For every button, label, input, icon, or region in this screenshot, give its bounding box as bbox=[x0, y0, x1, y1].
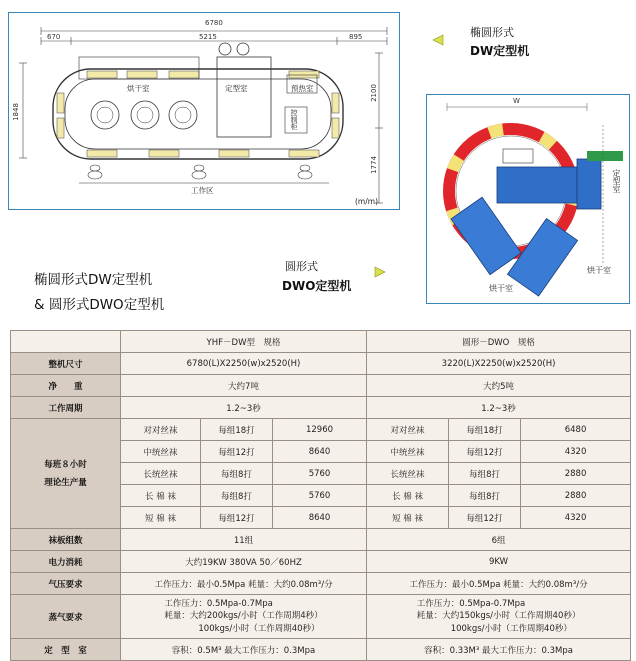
row-label-size: 整机尺寸 bbox=[11, 353, 121, 375]
dim-right-offset: 895 bbox=[349, 33, 363, 41]
dwo-steam-line1: 工作压力：0.5Mpa-0.7Mpa bbox=[416, 598, 526, 609]
product-group: 每组8打 bbox=[201, 485, 273, 507]
caption-dw-line2: DW定型机 bbox=[470, 44, 530, 58]
dwo-output: 4320 bbox=[521, 507, 631, 529]
row-label-air: 气压要求 bbox=[11, 573, 121, 595]
dwo-setter: 容积：0.33M³ 最大工作压力：0.3Mpa bbox=[367, 639, 631, 661]
row-label-cycle: 工作周期 bbox=[11, 397, 121, 419]
label-unit: (m/m) bbox=[355, 197, 378, 206]
caption-dwo-line1: 圆形式 bbox=[285, 260, 318, 273]
dwo-steam-line2: 耗量：大约150kgs/小时（工作周期40秒） bbox=[416, 611, 581, 622]
row-label-setter: 定 型 室 bbox=[11, 639, 121, 661]
product-name: 长 棉 袜 bbox=[121, 485, 201, 507]
product-group: 每组8打 bbox=[449, 485, 521, 507]
label-drying-room-left: 烘干室 bbox=[489, 284, 513, 293]
dw-steam-line2: 耗量：大约200kgs/小时（工作周期4秒） bbox=[164, 611, 323, 622]
dw-cycle: 1.2~3秒 bbox=[121, 397, 367, 419]
dim-height-left: 1848 bbox=[11, 103, 20, 121]
dwo-air: 工作压力：最小0.5Mpa 耗量：大约0.08m³/分 bbox=[367, 573, 631, 595]
main-title-line1: 椭圆形式DW定型机 bbox=[34, 272, 153, 288]
product-group: 每组18打 bbox=[449, 419, 521, 441]
dwo-size: 3220(L)X2250(w)x2520(H) bbox=[367, 353, 631, 375]
dw-power: 大约19KW 380VA 50／60HZ bbox=[121, 551, 367, 573]
dim-height-right-top: 2100 bbox=[369, 84, 378, 102]
triangle-marker-icon bbox=[374, 266, 386, 278]
dw-output: 12960 bbox=[273, 419, 367, 441]
dwo-power: 9KW bbox=[367, 551, 631, 573]
caption-dw-line1: 椭圆形式 bbox=[470, 26, 514, 39]
circular-layout-drawing bbox=[426, 94, 630, 304]
dw-steam bbox=[121, 595, 367, 639]
dwo-output: 2880 bbox=[521, 463, 631, 485]
dwo-cycle: 1.2~3秒 bbox=[367, 397, 631, 419]
spec-table bbox=[10, 330, 631, 661]
elliptical-layout-svg bbox=[9, 13, 401, 211]
caption-dwo-line2: DWO定型机 bbox=[282, 279, 352, 293]
product-group: 每组8打 bbox=[449, 463, 521, 485]
dw-air: 工作压力：最小0.5Mpa 耗量：大约0.08m³/分 bbox=[121, 573, 367, 595]
row-label-weight: 净 重 bbox=[11, 375, 121, 397]
product-name: 短 棉 袜 bbox=[367, 507, 449, 529]
dim-width-mark: W bbox=[513, 97, 520, 105]
dw-spec-header: YHF－DW型 规格 bbox=[121, 331, 367, 353]
product-group: 每组18打 bbox=[201, 419, 273, 441]
label-setting-room: 定型室 bbox=[225, 84, 248, 93]
product-name: 对对丝袜 bbox=[367, 419, 449, 441]
dw-size: 6780(L)X2250(w)x2520(H) bbox=[121, 353, 367, 375]
dim-height-right-bottom: 1774 bbox=[369, 156, 378, 174]
dw-boards: 11组 bbox=[121, 529, 367, 551]
product-name: 中统丝袜 bbox=[121, 441, 201, 463]
row-label-boards: 袜板组数 bbox=[11, 529, 121, 551]
dw-steam-line3: 100kgs/小时（工作周期40秒） bbox=[198, 623, 320, 634]
dwo-steam bbox=[367, 595, 631, 639]
product-name: 中统丝袜 bbox=[367, 441, 449, 463]
row-label-production bbox=[11, 419, 121, 529]
dim-total-length: 6780 bbox=[205, 19, 223, 27]
main-title-line2: & 圆形式DWO定型机 bbox=[34, 297, 165, 313]
dw-output: 8640 bbox=[273, 507, 367, 529]
product-group: 每组12打 bbox=[201, 507, 273, 529]
production-label-line1: 每班８小时 bbox=[44, 459, 87, 470]
label-drying-room-right: 烘干室 bbox=[587, 266, 611, 275]
label-work-area: 工作区 bbox=[191, 186, 214, 195]
dw-output: 5760 bbox=[273, 463, 367, 485]
triangle-marker-icon bbox=[432, 34, 444, 46]
dw-weight: 大约7吨 bbox=[121, 375, 367, 397]
dwo-boards: 6组 bbox=[367, 529, 631, 551]
product-name: 长统丝袜 bbox=[367, 463, 449, 485]
product-group: 每组12打 bbox=[449, 507, 521, 529]
row-label-steam: 蒸气要求 bbox=[11, 595, 121, 639]
dwo-spec-header: 圆形－DWO 规格 bbox=[367, 331, 631, 353]
label-drying-room: 烘干室 bbox=[127, 84, 150, 93]
product-group: 每组8打 bbox=[201, 463, 273, 485]
product-name: 长统丝袜 bbox=[121, 463, 201, 485]
dw-output: 8640 bbox=[273, 441, 367, 463]
dw-output: 5760 bbox=[273, 485, 367, 507]
label-preheat-room: 预热室 bbox=[291, 84, 314, 93]
dwo-output: 2880 bbox=[521, 485, 631, 507]
label-setting-room-right: 定型室 bbox=[612, 169, 621, 193]
table-row bbox=[11, 419, 631, 441]
production-label-line2: 理论生产量 bbox=[44, 477, 87, 488]
dw-steam-line1: 工作压力：0.5Mpa-0.7Mpa bbox=[164, 598, 273, 609]
product-group: 每组12打 bbox=[449, 441, 521, 463]
product-name: 短 棉 袜 bbox=[121, 507, 201, 529]
dw-setter: 容积：0.5M³ 最大工作压力：0.3Mpa bbox=[121, 639, 367, 661]
elliptical-layout-drawing bbox=[8, 12, 400, 210]
dwo-output: 6480 bbox=[521, 419, 631, 441]
dwo-steam-line3: 100kgs/小时（工作周期40秒） bbox=[450, 623, 572, 634]
product-name: 对对丝袜 bbox=[121, 419, 201, 441]
dwo-output: 4320 bbox=[521, 441, 631, 463]
product-name: 长 棉 袜 bbox=[367, 485, 449, 507]
label-control-cabinet: 控制柜 bbox=[290, 109, 298, 130]
dwo-weight: 大约5吨 bbox=[367, 375, 631, 397]
dim-middle: 5215 bbox=[199, 33, 217, 41]
product-group: 每组12打 bbox=[201, 441, 273, 463]
dim-left-offset: 670 bbox=[47, 33, 61, 41]
row-label-power: 电力消耗 bbox=[11, 551, 121, 573]
